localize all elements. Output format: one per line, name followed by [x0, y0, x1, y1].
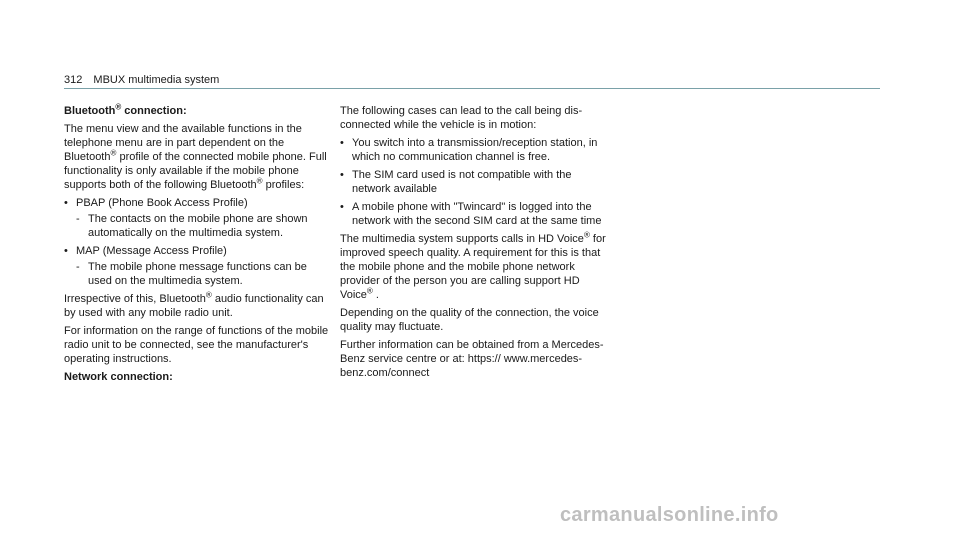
page-number: 312 — [64, 74, 83, 86]
hd-voice-paragraph: The multimedia system supports calls in HD Voice® for improved speech quality. A requirement for this is that the mobile phone and the mobile phone network provider of the person you are calling support HD Voice® . — [340, 230, 606, 301]
profile-detail: - The contacts on the mobile phone are shown automatically on the multimedia system. — [76, 212, 332, 240]
page-header — [64, 73, 219, 87]
cases-intro-paragraph: The following cases can lead to the call being disconnected while the vehicle is in motion: — [340, 105, 583, 131]
network-connection-heading: Network connection: — [64, 371, 173, 383]
list-item: • A mobile phone with "Twincard" is logged into the network with the second SIM card at the same time — [340, 200, 608, 228]
disconnect-cases-list — [340, 136, 608, 228]
list-item: • MAP (Message Access Profile) - The mobile phone message functions can be used on the multimedia system. — [64, 244, 332, 288]
watermark: carmanualsonline.info — [560, 504, 779, 526]
bluetooth-intro-paragraph: The menu view and the available functions in the telephone menu are in part dependent on the Bluetooth® profile of the connected mobile phone. Full functionality is only available if the mobile phone supports both of the following Bluetooth® profiles: — [64, 123, 327, 191]
manufacturer-info-paragraph: For information on the range of functions of the mobile radio unit to be connected, see the manufacturer's operating instructions. — [64, 325, 329, 365]
list-item: • The SIM card used is not compatible with the network available — [340, 168, 608, 196]
list-item: • PBAP (Phone Book Access Profile) - The contacts on the mobile phone are shown automatically on the multimedia system. — [64, 196, 332, 240]
voice-quality-paragraph: Depending on the quality of the connection, the voice quality may fluctuate. — [340, 307, 599, 333]
bluetooth-profiles-list — [64, 196, 332, 288]
header-divider — [64, 88, 880, 89]
further-info-paragraph: Further information can be obtained from a Mercedes-Benz service centre or at: https:// www.mercedes-benz.com/connect — [340, 339, 604, 379]
list-item: • You switch into a transmission/reception station, in which no communication channel is free. — [340, 136, 608, 164]
page-header-title: MBUX multimedia system — [93, 74, 220, 86]
left-column — [64, 104, 332, 388]
middle-column — [340, 104, 608, 384]
bluetooth-connection-heading: Bluetooth® connection: — [64, 102, 187, 117]
audio-functionality-paragraph: Irrespective of this, Bluetooth® audio functionality can by used with any mobile radio unit. — [64, 290, 324, 319]
profile-detail: - The mobile phone message functions can be used on the multimedia system. — [76, 260, 332, 288]
